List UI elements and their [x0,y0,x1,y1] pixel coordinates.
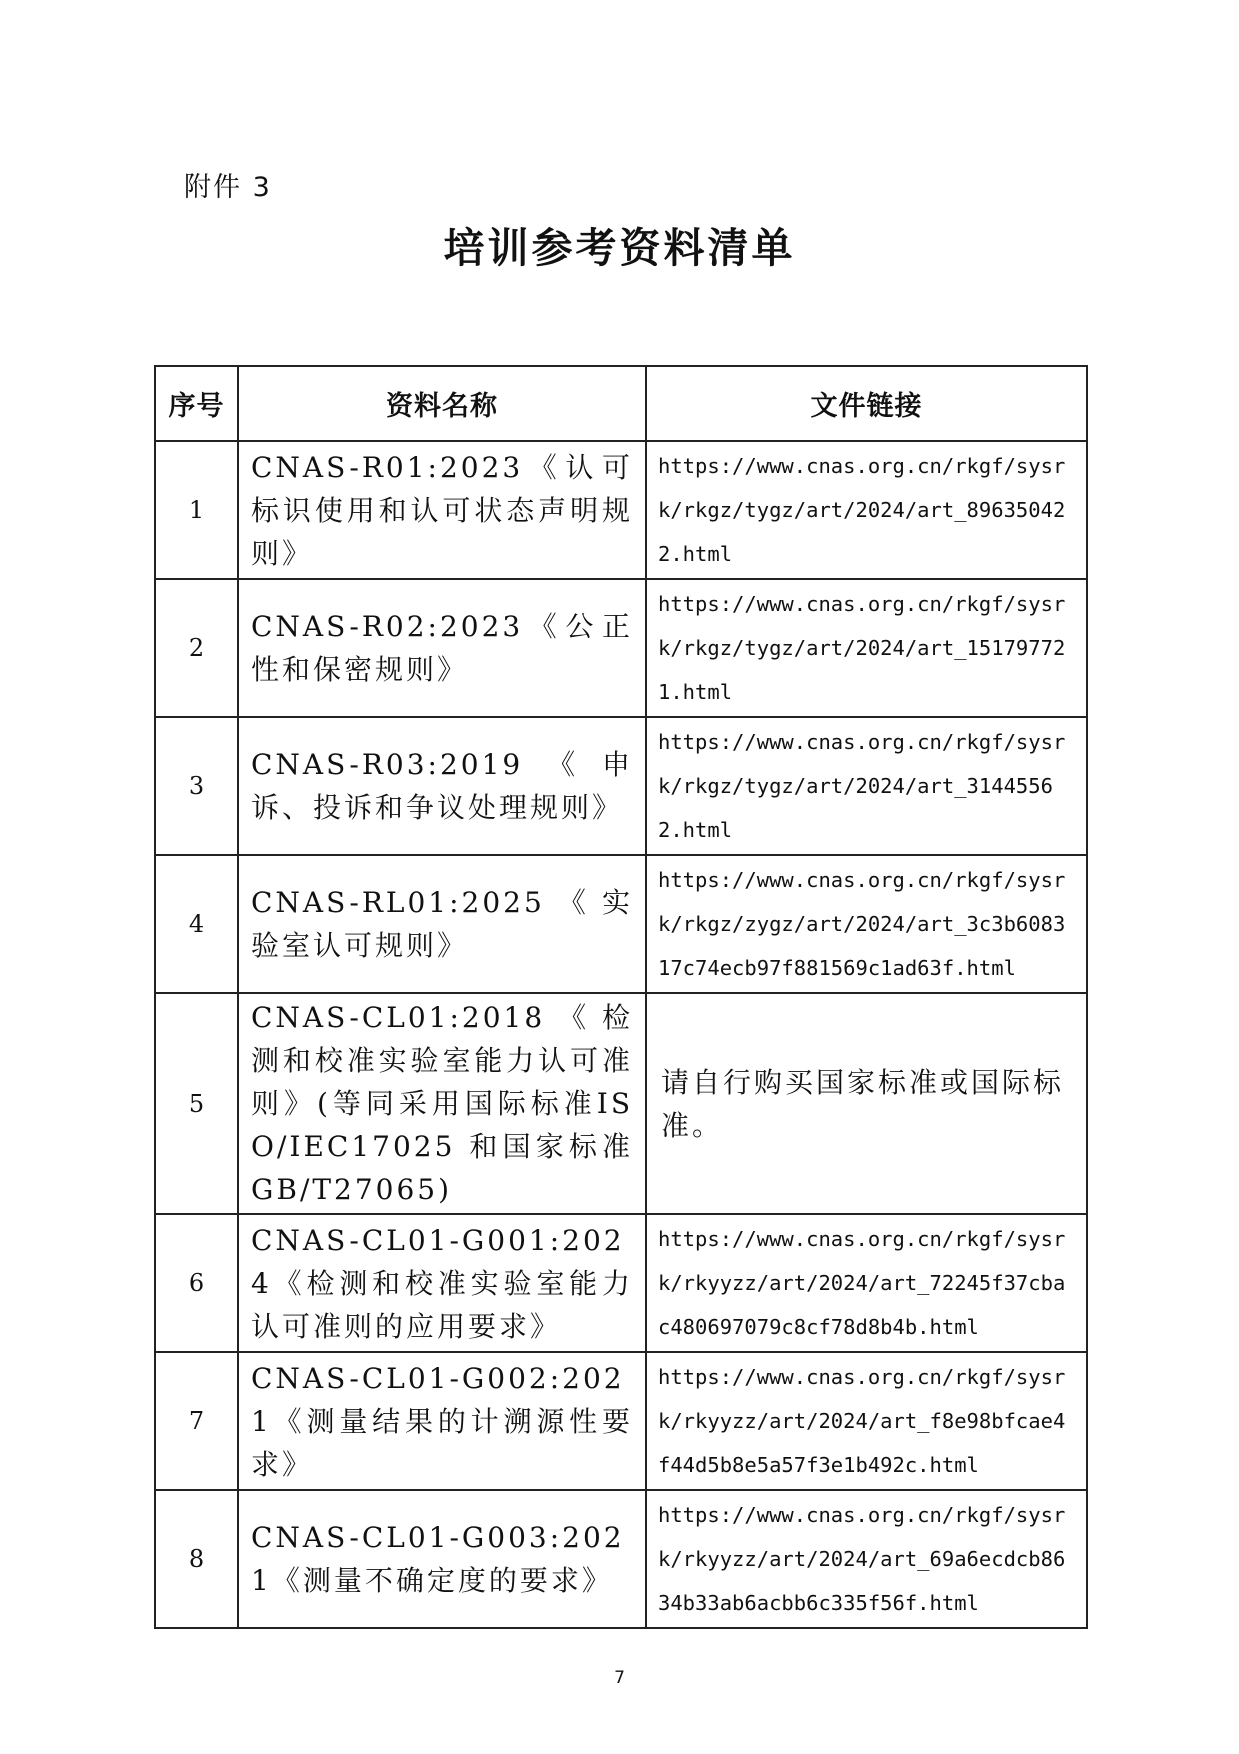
table-row [155,1490,1087,1628]
table-header-row [155,366,1087,441]
table-row [155,441,1087,579]
row-name: CNAS-CL01-G001:2024《检测和校准实验室能力认可准则的应用要求》 [238,1214,646,1352]
row-name: CNAS-RL01:2025《实验室认可规则》 [238,855,646,993]
table-row [155,855,1087,993]
row-name: CNAS-CL01-G002:2021《测量结果的计溯源性要求》 [238,1352,646,1490]
row-link[interactable]: https://www.cnas.org.cn/rkgf/sysrk/rkgz/tygz/art/2024/art_151797721.html [646,579,1087,717]
row-name: CNAS-R03:2019《申诉、投诉和争议处理规则》 [238,717,646,855]
row-link[interactable]: https://www.cnas.org.cn/rkgf/sysrk/rkyyzz/art/2024/art_72245f37cbac480697079c8cf78d8b4b.html [646,1214,1087,1352]
row-seq: 1 [155,441,238,579]
row-seq: 8 [155,1490,238,1628]
row-seq: 4 [155,855,238,993]
row-link[interactable]: https://www.cnas.org.cn/rkgf/sysrk/rkyyzz/art/2024/art_f8e98bfcae4f44d5b8e5a57f3e1b492c.html [646,1352,1087,1490]
table-row [155,993,1087,1214]
row-link[interactable]: https://www.cnas.org.cn/rkgf/sysrk/rkgz/zygz/art/2024/art_3c3b608317c74ecb97f881569c1ad63f.html [646,855,1087,993]
row-link[interactable]: https://www.cnas.org.cn/rkgf/sysrk/rkyyzz/art/2024/art_69a6ecdcb8634b33ab6acbb6c335f56f.html [646,1490,1087,1628]
table-row [155,579,1087,717]
page-number: 7 [614,1668,625,1688]
row-name: CNAS-CL01:2018《检测和校准实验室能力认可准则》(等同采用国际标准ISO/IEC17025 和国家标准GB/T27065) [238,993,646,1214]
table-row [155,1214,1087,1352]
row-seq: 6 [155,1214,238,1352]
row-name: CNAS-R02:2023《公正性和保密规则》 [238,579,646,717]
header-name: 资料名称 [238,366,646,441]
row-seq: 5 [155,993,238,1214]
page-title: 培训参考资料清单 [443,224,796,272]
header-link: 文件链接 [646,366,1087,441]
attachment-label: 附件 3 [184,172,272,203]
table-row [155,717,1087,855]
row-seq: 2 [155,579,238,717]
row-name: CNAS-R01:2023《认可标识使用和认可状态声明规则》 [238,441,646,579]
table-row [155,1352,1087,1490]
row-seq: 7 [155,1352,238,1490]
row-seq: 3 [155,717,238,855]
row-link[interactable]: https://www.cnas.org.cn/rkgf/sysrk/rkgz/tygz/art/2024/art_896350422.html [646,441,1087,579]
row-link[interactable]: https://www.cnas.org.cn/rkgf/sysrk/rkgz/tygz/art/2024/art_31445562.html [646,717,1087,855]
header-seq: 序号 [155,366,238,441]
reference-table [154,365,1088,1629]
row-purchase-note: 请自行购买国家标准或国际标准。 [646,993,1087,1214]
row-name: CNAS-CL01-G003:2021《测量不确定度的要求》 [238,1490,646,1628]
